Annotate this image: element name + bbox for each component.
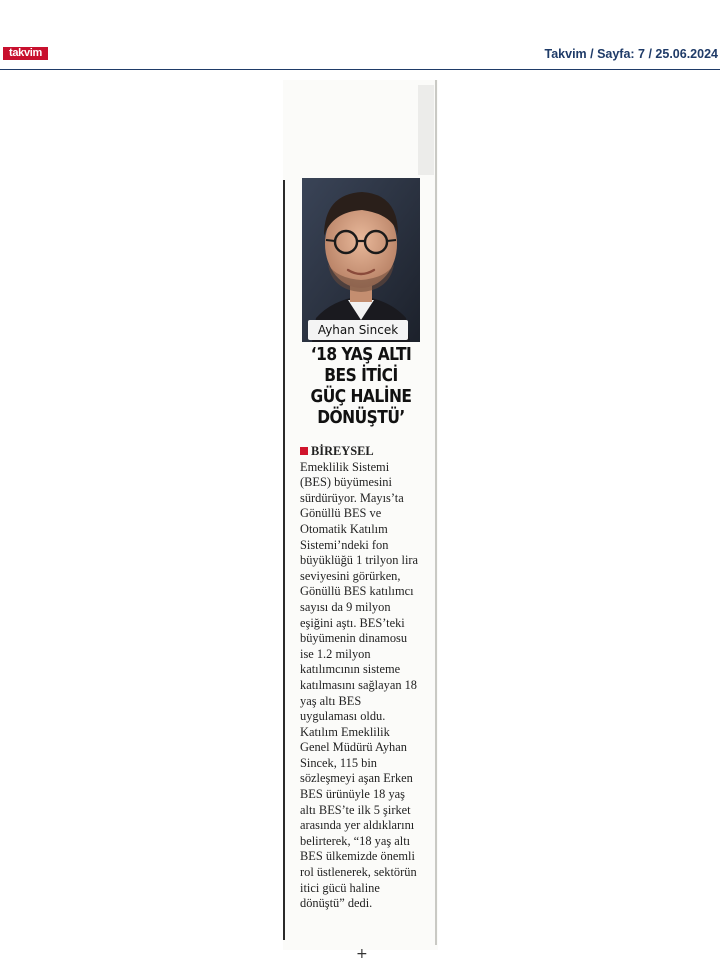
portrait-illustration: [302, 178, 420, 342]
bullet-square: [300, 447, 308, 455]
article-text: Emeklilik Sistemi (BES) büyümesini sürdürüyor. Mayıs’ta Gönüllü BES ve Otomatik Katılım Sistemi’ndeki fon büyüklüğü 1 trilyon lira seviyesini görürken, Gönüllü BES katılımcı sayısı da 9 milyon eşiğini aştı. BES’teki büyümenin dinamosu ise 1.2 milyon katılımcının sisteme katılmasını sağlayan 18 yaş altı BES uygulaması oldu. Katılım Emeklilik Genel Müdürü Ayhan Sincek, 115 bin sözleşmeyi aşan Erken BES ürünüyle 18 yaş altı BES’te ilk 5 şirket arasında yer aldıklarını belirterek, “18 yaş altı BES ülkemizde önemli rol üstlenerek, sektörün itici gücü haline dönüştü” dedi.: [300, 459, 419, 911]
page-header: [0, 0, 720, 70]
crop-mark: +: [356, 946, 368, 962]
photo-caption: Ayhan Sincek: [308, 320, 408, 340]
portrait-photo: [302, 178, 420, 342]
takvim-logo[interactable]: takvim: [3, 47, 48, 60]
column-rule: [283, 180, 285, 940]
article-headline: ‘18 YAŞ ALTI BES İTİCİ GÜÇ HALİNE DÖNÜŞTÜ’: [310, 344, 412, 428]
clipping-shadow: [418, 85, 434, 175]
article-lead-word: BİREYSEL: [311, 444, 374, 458]
article-body: [300, 444, 420, 912]
header-divider: [0, 69, 720, 70]
clipping-edge: [435, 80, 437, 945]
source-line: Takvim / Sayfa: 7 / 25.06.2024: [544, 47, 718, 61]
